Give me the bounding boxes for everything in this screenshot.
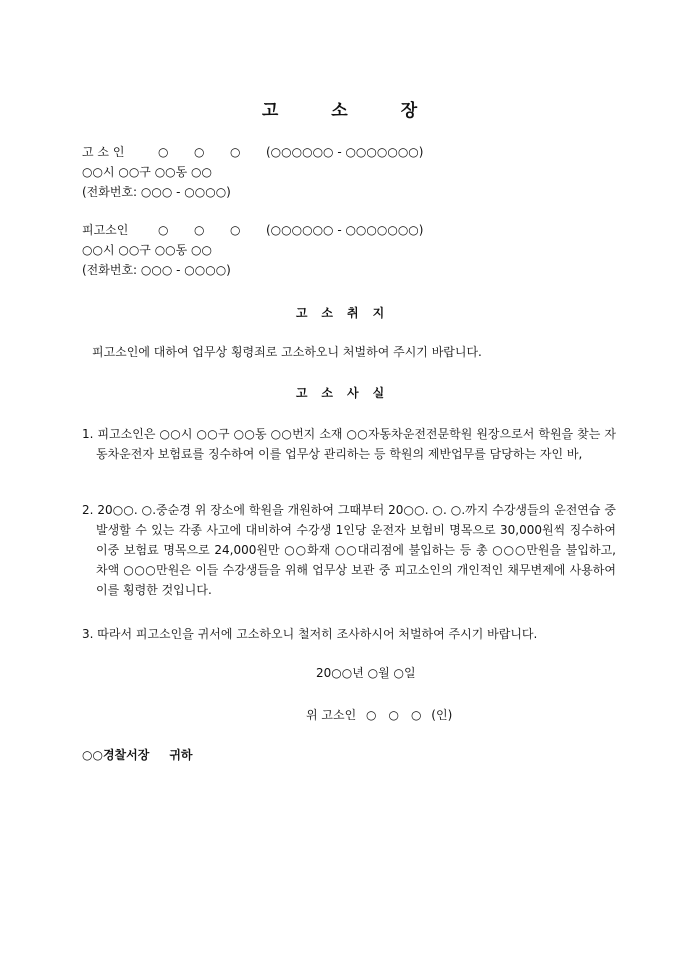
fact-item-2: 2. 20○○. ○.중순경 위 장소에 학원을 개원하여 그때부터 20○○. ○. ○.까지 수강생들의 운전연습 중 발생할 수 있는 각종 사고에 대비하여 수강생 1인당 운전자 보험비 명목으로 30,000원씩 징수하여 이중 보험료 명목으로 24,000원만 ○○화재 ○○대리점에 불입하는 등 총 ○○○만원을 불입하고, 차액 ○○○만원은 이들 수강생들을 위해 업무상 보관 중 피고소인의 개인적인 채무변제에 사용하여 이를 횡령한 것입니다.: [82, 503, 616, 597]
recipient-line: [82, 746, 193, 763]
defendant-address: ○○시 ○○구 ○○동 ○○: [82, 243, 212, 257]
signature-label: 위 고소인: [306, 708, 357, 722]
signature-line: 위 고소인 ○ ○ ○ (인): [306, 708, 453, 722]
recipient-honorific: 귀하: [169, 748, 193, 762]
document-title: [0, 96, 680, 121]
signature-seal: (인): [431, 708, 453, 722]
fact-item-3: 3. 따라서 피고소인을 귀서에 고소하오니 철저히 조사하시어 처벌하여 주시기 바랍니다.: [82, 627, 538, 641]
defendant-name-line: [82, 220, 622, 240]
defendant-label: 피고소인: [82, 223, 129, 237]
defendant-id-number: (○○○○○○ - ○○○○○○○): [266, 223, 424, 237]
purpose-text: 피고소인에 대하여 업무상 횡령죄로 고소하오니 처벌하여 주시기 바랍니다.: [92, 345, 482, 359]
title-char: 장: [400, 101, 419, 121]
title-char: 소: [331, 101, 349, 121]
fact-item-1: 1. 피고소인은 ○○시 ○○구 ○○동 ○○번지 소재 ○○자동차운전전문학원 원장으로서 학원을 찾는 자동차운전자 보험료를 징수하여 이를 업무상 관리하는 등 학원의 제반업무를 담당하는 자인 바,: [82, 427, 616, 461]
defendant-phone: (전화번호: ○○○ - ○○○○): [82, 263, 231, 277]
complainant-block: [82, 142, 622, 202]
facts-heading: 고 소 사 실: [295, 386, 385, 400]
complainant-phone: (전화번호: ○○○ - ○○○○): [82, 185, 231, 199]
recipient-office: ○○경찰서장: [82, 748, 150, 762]
defendant-name: ○ ○ ○: [158, 223, 241, 237]
complainant-name: ○ ○ ○: [158, 145, 241, 159]
defendant-block: [82, 220, 622, 280]
purpose-heading: 고 소 취 지: [295, 306, 385, 320]
complainant-label: 고 소 인: [82, 145, 125, 159]
document-date: 20○○년 ○월 ○일: [316, 666, 416, 680]
complainant-id-number: (○○○○○○ - ○○○○○○○): [266, 145, 424, 159]
complainant-address: ○○시 ○○구 ○○동 ○○: [82, 165, 212, 179]
title-char: 고: [261, 101, 280, 121]
complainant-name-line: [82, 142, 622, 162]
